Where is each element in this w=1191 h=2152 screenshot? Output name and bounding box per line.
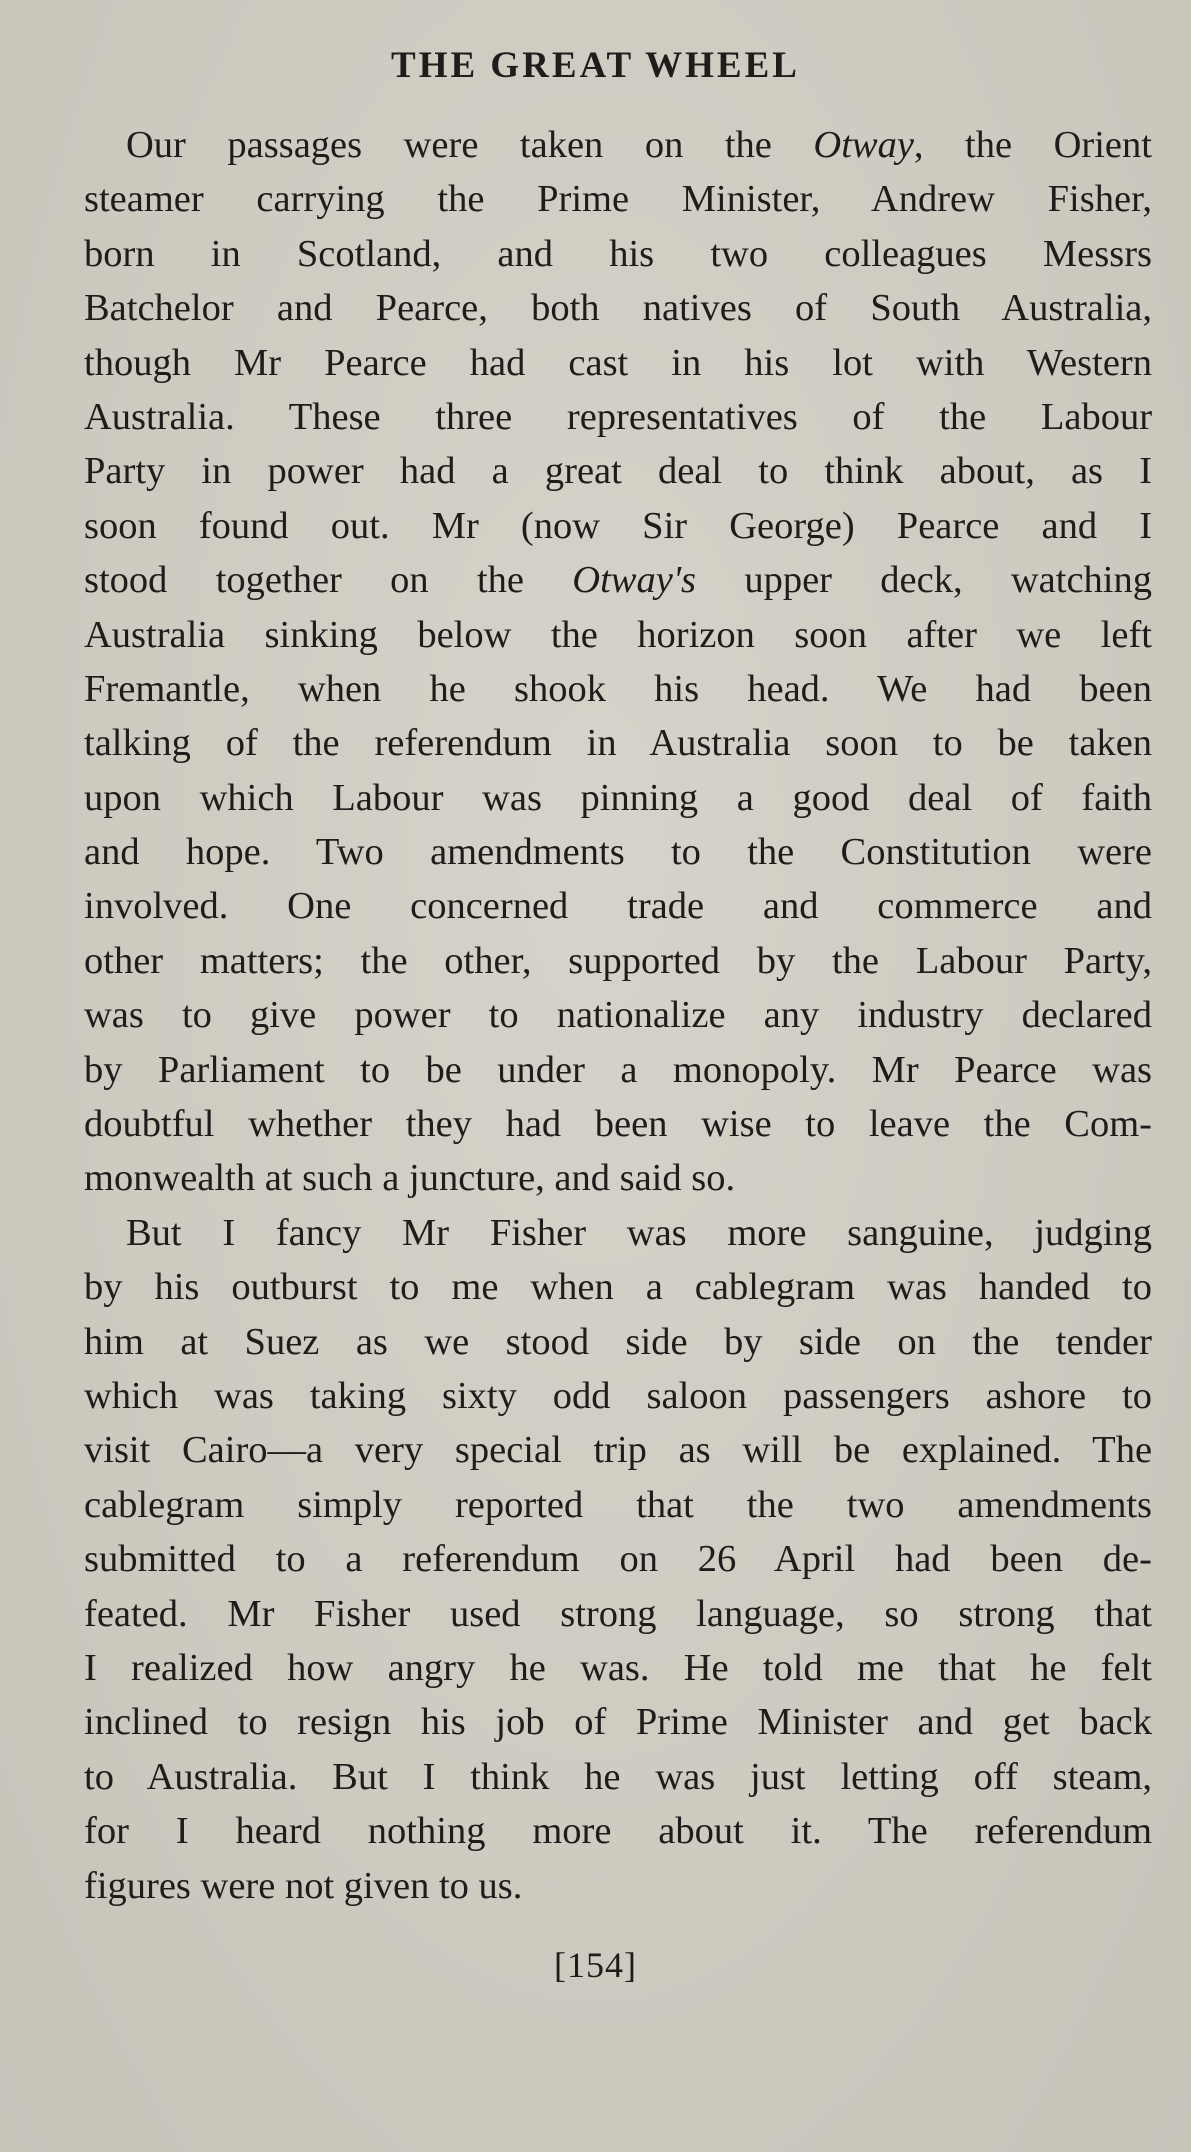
text-line bbox=[84, 988, 1152, 1042]
text-line bbox=[84, 281, 1152, 335]
text-run: Party in power had a great deal to think about, as I bbox=[84, 450, 1153, 493]
text-line bbox=[84, 499, 1152, 553]
text-line bbox=[84, 1206, 1152, 1260]
text-line bbox=[84, 1804, 1152, 1858]
body-text bbox=[84, 118, 1152, 1913]
italic-ship-name: Otway bbox=[813, 124, 914, 166]
text-run: to Australia. But I think he was just letting off steam, bbox=[84, 1755, 1153, 1798]
text-line bbox=[84, 336, 1152, 390]
text-run: stood together on the bbox=[84, 559, 573, 602]
text-line bbox=[84, 771, 1152, 825]
text-run: involved. One concerned trade and commerce and bbox=[84, 885, 1152, 928]
text-line bbox=[84, 1695, 1152, 1749]
text-run: by Parliament to be under a monopoly. Mr Pearce was bbox=[84, 1048, 1153, 1091]
text-run: by his outburst to me when a cablegram was handed to bbox=[84, 1266, 1152, 1309]
text-line bbox=[84, 1587, 1152, 1641]
running-head: THE GREAT WHEEL bbox=[391, 45, 800, 86]
text-line bbox=[84, 227, 1152, 281]
text-line bbox=[84, 1859, 1152, 1913]
text-line bbox=[84, 444, 1152, 498]
text-line bbox=[84, 1369, 1152, 1423]
text-run: , the Orient bbox=[913, 124, 1152, 166]
text-line bbox=[84, 390, 1152, 444]
text-run: was to give power to nationalize any industry declared bbox=[84, 994, 1152, 1037]
text-run: though Mr Pearce had cast in his lot with Western bbox=[84, 341, 1152, 384]
text-run: other matters; the other, supported by the Labour Party, bbox=[84, 939, 1153, 982]
text-line bbox=[84, 1315, 1152, 1369]
text-line bbox=[84, 1260, 1152, 1314]
text-line bbox=[84, 553, 1152, 607]
text-line bbox=[84, 879, 1152, 933]
text-line bbox=[84, 1097, 1152, 1151]
text-line bbox=[84, 118, 1152, 172]
text-run: I realized how angry he was. He told me that he felt bbox=[84, 1646, 1152, 1689]
text-run: feated. Mr Fisher used strong language, so strong that bbox=[84, 1592, 1152, 1635]
text-run: soon found out. Mr (now Sir George) Pearce and I bbox=[84, 504, 1153, 547]
text-run: Fremantle, when he shook his head. We had been bbox=[84, 667, 1152, 710]
text-run: for I heard nothing more about it. The referendum bbox=[84, 1810, 1153, 1853]
text-run: visit Cairo—a very special trip as will be explained. The bbox=[84, 1429, 1153, 1472]
text-line bbox=[84, 1043, 1152, 1097]
text-run: cablegram simply reported that the two amendments bbox=[84, 1483, 1152, 1526]
text-run: inclined to resign his job of Prime Minister and get back bbox=[84, 1701, 1153, 1744]
text-line bbox=[84, 1750, 1152, 1804]
text-run: monwealth at such a juncture, and said so. bbox=[84, 1157, 736, 1200]
text-line bbox=[84, 172, 1152, 226]
text-run: upper deck, watching bbox=[696, 559, 1152, 602]
text-run: which was taking sixty odd saloon passengers ashore to bbox=[84, 1374, 1153, 1417]
text-run: upon which Labour was pinning a good deal of faith bbox=[84, 776, 1152, 819]
text-run: him at Suez as we stood side by side on the tender bbox=[84, 1320, 1152, 1363]
text-line bbox=[84, 1641, 1152, 1695]
text-line bbox=[84, 608, 1152, 662]
text-line bbox=[84, 1532, 1152, 1586]
text-line bbox=[84, 662, 1152, 716]
italic-ship-name: Otway's bbox=[572, 559, 697, 602]
text-run: Australia. These three representatives of the Labour bbox=[84, 395, 1153, 438]
text-line bbox=[84, 716, 1152, 770]
text-run: Our passages were taken on the bbox=[126, 124, 814, 166]
text-line bbox=[84, 1423, 1152, 1477]
text-line bbox=[84, 1151, 1152, 1205]
text-run: doubtful whether they had been wise to leave the Com- bbox=[84, 1103, 1153, 1146]
text-run: submitted to a referendum on 26 April had been de- bbox=[84, 1538, 1152, 1581]
text-run: steamer carrying the Prime Minister, Andrew Fisher, bbox=[84, 178, 1152, 221]
text-run: Batchelor and Pearce, both natives of South Australia, bbox=[84, 287, 1153, 330]
text-line bbox=[84, 1478, 1152, 1532]
text-run: born in Scotland, and his two colleagues Messrs bbox=[84, 232, 1153, 275]
text-run: But I fancy Mr Fisher was more sanguine, judging bbox=[126, 1211, 1152, 1254]
text-line bbox=[84, 825, 1152, 879]
text-run: Australia sinking below the horizon soon after we left bbox=[84, 613, 1152, 656]
text-run: talking of the referendum in Australia soon to be taken bbox=[84, 722, 1153, 765]
text-run: figures were not given to us. bbox=[84, 1864, 523, 1907]
text-run: and hope. Two amendments to the Constitution were bbox=[84, 831, 1152, 874]
page-number: [154] bbox=[554, 1945, 637, 1985]
text-line bbox=[84, 934, 1152, 988]
